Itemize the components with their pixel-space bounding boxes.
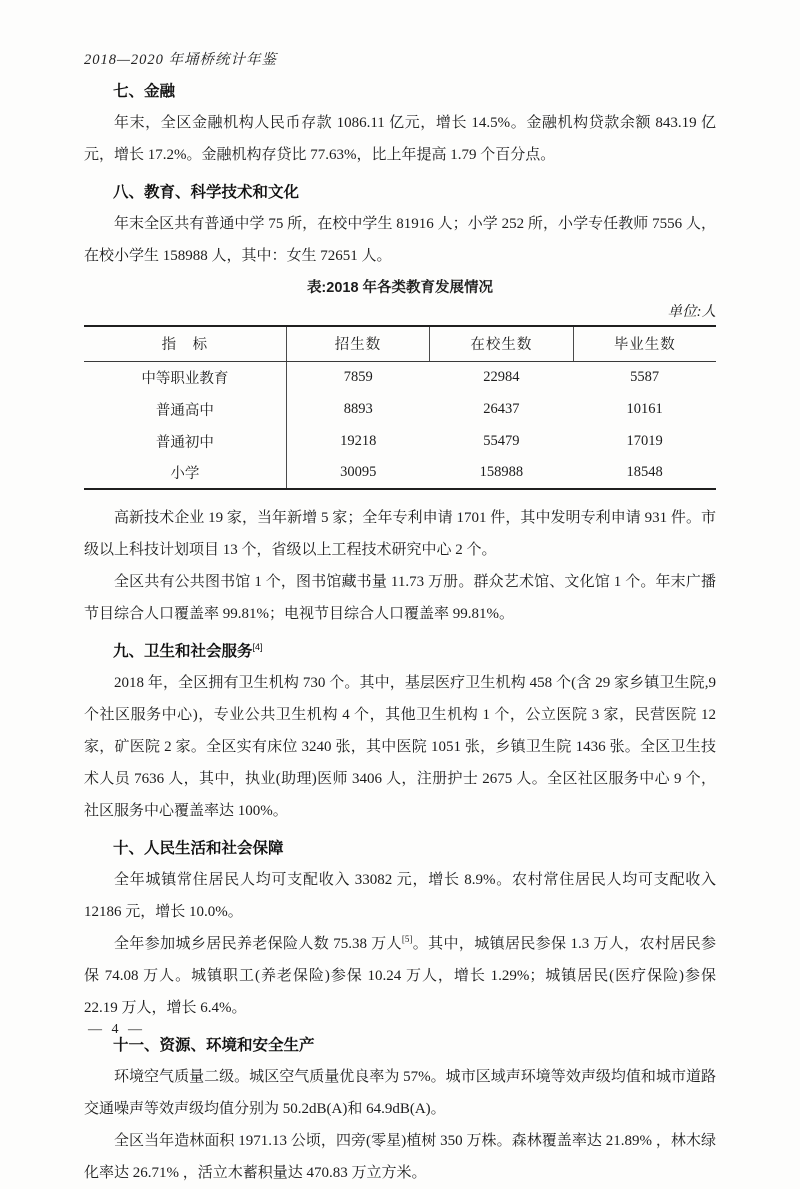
cell-value: 8893 <box>343 400 373 417</box>
column-header-enrollment: 招生数 <box>286 326 429 361</box>
yearbook-title: 2018—2020 年埇桥统计年鉴 <box>84 52 278 68</box>
para-culture: 全区共有公共图书馆 1 个，图书馆藏书量 11.73 万册。群众艺术馆、文化馆 1 个。年末广播节目综合人口覆盖率 99.81%；电视节目综合人口覆盖率 99.81%。 <box>84 574 716 622</box>
para-finance: 年末，全区金融机构人民币存款 1086.11 亿元，增长 14.5%。金融机构贷款余额 843.19 亿元，增长 17.2%。金融机构存贷比 77.63%，比上年提高 1.79 个百分点。 <box>84 115 716 163</box>
cell-value: 30095 <box>340 464 377 480</box>
row-label: 普通初中 <box>84 425 286 457</box>
section-heading-health-text: 九、卫生和社会服务 <box>113 643 253 660</box>
para-social-insurance <box>84 928 716 1024</box>
table-title: 表:2018 年各类教育发展情况 <box>306 280 494 296</box>
para-social-insurance-after: 。其中，城镇居民参保 1.3 万人，农村居民参保 74.08 万人。城镇职工(养老保险)参保 10.24 万人，增长 1.29%；城镇居民(医疗保险)参保 22.19 万人，增长 6.4%。 <box>84 936 716 1016</box>
column-header-indicator: 指 标 <box>84 326 286 361</box>
para-health: 2018 年，全区拥有卫生机构 730 个。其中，基层医疗卫生机构 458 个(含 29 家乡镇卫生院,9 个社区服务中心)，专业公共卫生机构 4 个，其他卫生机构 1 个，公立医院 3 家，民营医院 12 家，矿医院 2 家。全区实有床位 3240 张，其中医院 1051 张，乡镇卫生院 1436 张。全区卫生技术人员 7636 人，其中，执业(助理)医师 3406 人，注册护士 2675 人。全区社区服务中心 9 个，社区服务中心覆盖率达 100%。 <box>84 675 716 819</box>
education-table <box>84 325 716 490</box>
footnote-ref-5: [5] <box>401 934 413 944</box>
footnote-ref-4: [4] <box>252 641 263 652</box>
para-education-schools: 年末全区共有普通中学 75 所，在校中学生 81916 人；小学 252 所，小学专任教师 7556 人，在校小学生 158988 人，其中：女生 72651 人。 <box>84 216 716 264</box>
table-unit-label: 单位:人 <box>667 304 716 320</box>
page-number: — 4 — <box>88 1022 145 1037</box>
table-row <box>84 393 716 425</box>
section-heading-finance: 七、金融 <box>113 83 176 100</box>
section-heading-environment: 十一、资源、环境和安全生产 <box>113 1037 315 1054</box>
table-row <box>84 457 716 489</box>
para-income: 全年城镇常住居民人均可支配收入 33082 元，增长 8.9%。农村常住居民人均可支配收入 12186 元，增长 10.0%。 <box>84 872 716 920</box>
section-heading-health <box>84 641 716 663</box>
row-label: 小学 <box>84 457 286 489</box>
column-header-students: 在校生数 <box>430 326 573 361</box>
cell-value: 17019 <box>626 432 663 449</box>
para-social-insurance-before: 全年参加城乡居民养老保险人数 75.38 万人 <box>114 936 402 952</box>
cell-value: 55479 <box>483 432 520 449</box>
cell-value: 18548 <box>626 464 663 480</box>
para-science-tech: 高新技术企业 19 家，当年新增 5 家；全年专利申请 1701 件，其中发明专利申请 931 件。市级以上科技计划项目 13 个，省级以上工程技术研究中心 2 个。 <box>84 510 716 558</box>
cell-value: 26437 <box>483 400 520 417</box>
para-forestry: 全区当年造林面积 1971.13 公顷，四旁(零星)植树 350 万株。森林覆盖率达 21.89% ，林木绿化率达 26.71% ，活立木蓄积量达 470.83 万立方米。 <box>84 1133 716 1181</box>
cell-value: 158988 <box>479 464 524 480</box>
cell-value: 5587 <box>630 368 660 385</box>
table-row <box>84 425 716 457</box>
row-label: 普通高中 <box>84 393 286 425</box>
para-air-quality: 环境空气质量二级。城区空气质量优良率为 57%。城市区域声环境等效声级均值和城市道路交通噪声等效声级均值分别为 50.2dB(A)和 64.9dB(A)。 <box>84 1069 716 1117</box>
cell-value: 19218 <box>340 432 377 449</box>
section-heading-education: 八、教育、科学技术和文化 <box>113 184 300 201</box>
cell-value: 22984 <box>483 368 520 385</box>
column-header-graduates: 毕业生数 <box>573 326 716 361</box>
cell-value: 10161 <box>626 400 663 417</box>
cell-value: 7859 <box>343 368 373 385</box>
table-header-row <box>84 326 716 361</box>
row-label: 中等职业教育 <box>84 361 286 393</box>
section-heading-livelihood: 十、人民生活和社会保障 <box>113 840 284 857</box>
table-row <box>84 361 716 393</box>
